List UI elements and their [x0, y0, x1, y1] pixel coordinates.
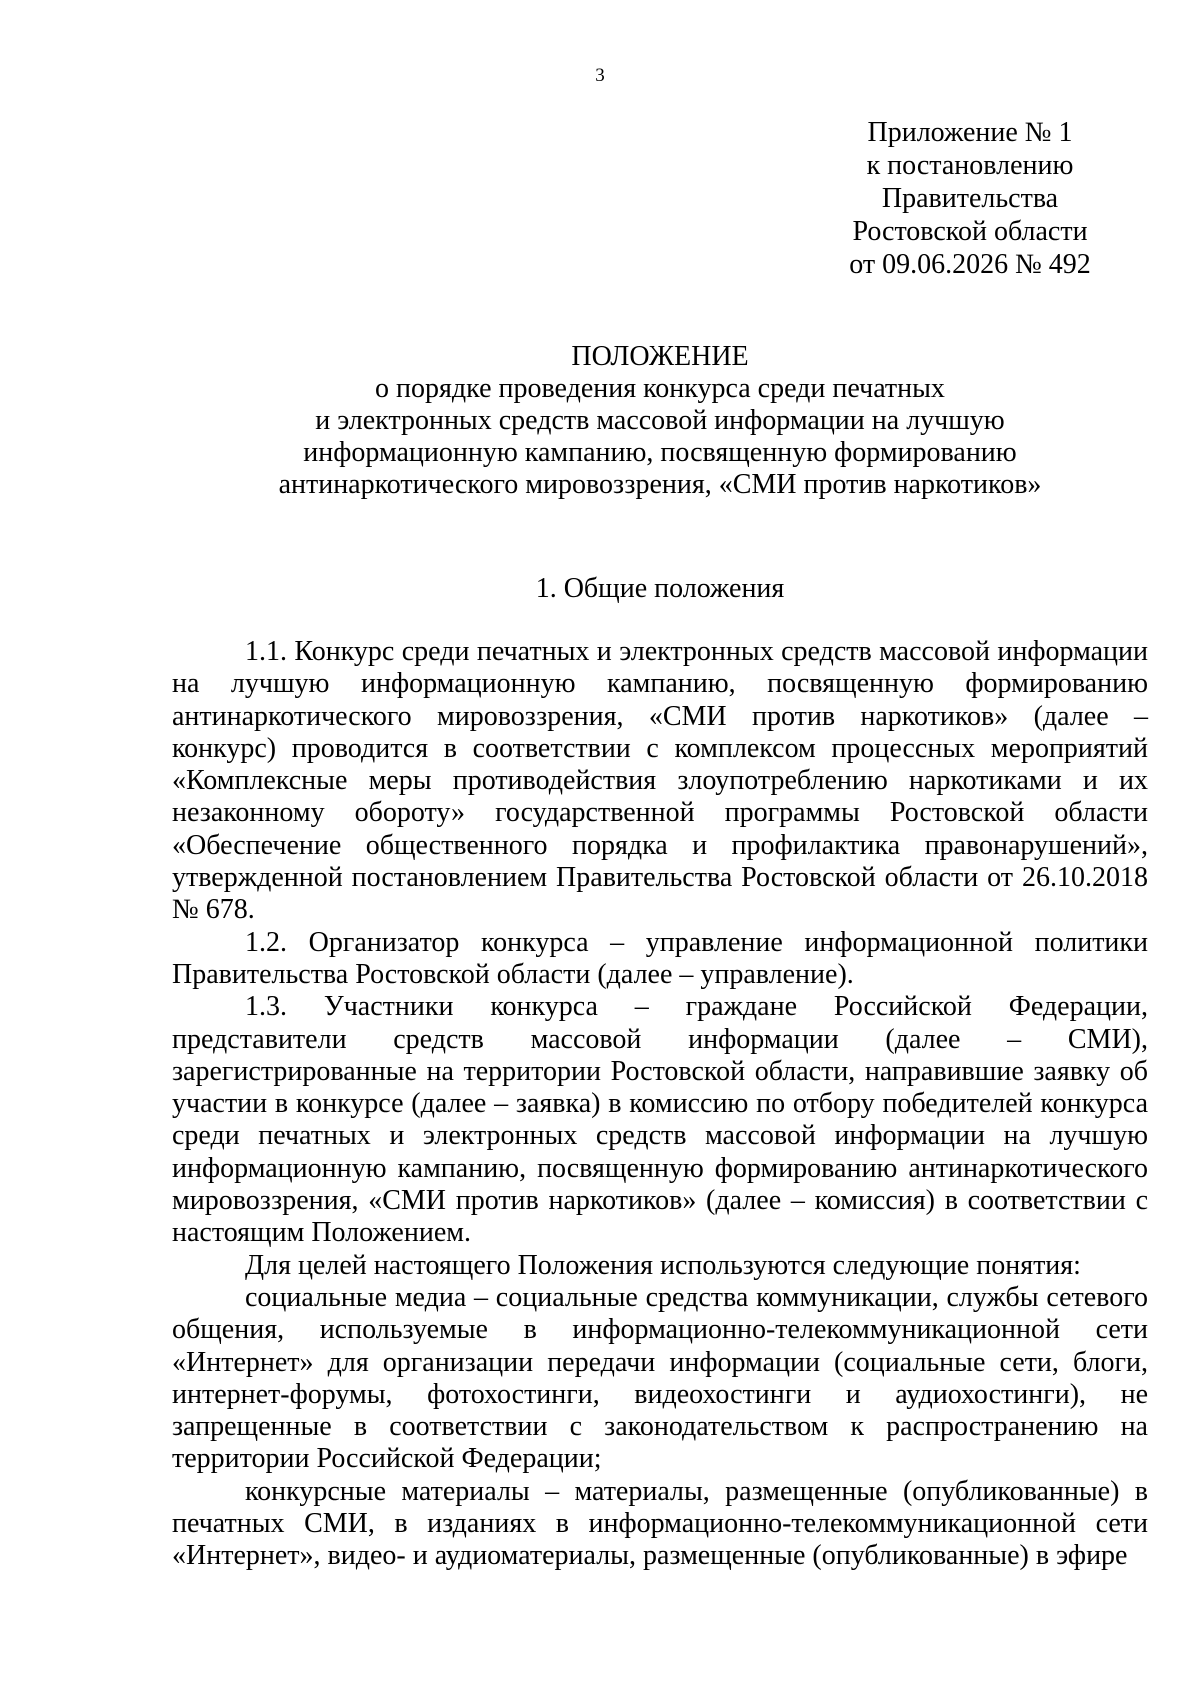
section-body	[172, 636, 1148, 1573]
paragraph: конкурсные материалы – материалы, размещенные (опубликованные) в печатных СМИ, в изданиях в информационно-телекоммуникационной сети «Интернет», видео- и аудиоматериалы, размещенные (опубликованные) в эфире	[172, 1475, 1148, 1572]
appendix-line: от 09.06.2026 № 492	[849, 249, 1091, 280]
title-subtitle-line: о порядке проведения конкурса среди печатных	[375, 373, 945, 404]
paragraph: 1.2. Организатор конкурса – управление информационной политики Правительства Ростовской области (далее – управление).	[172, 926, 1148, 990]
page-number: 3	[595, 65, 605, 86]
title-subtitle-line: информационную кампанию, посвященную формированию	[303, 437, 1017, 468]
paragraph: 1.1. Конкурс среди печатных и электронных средств массовой информации на лучшую информационную кампанию, посвященную формированию антинаркотического мировоззрения, «СМИ против наркотиков» (далее – конкурс) проводится в соответствии с комплексом процессных мероприятий «Комплексные меры противодействия злоупотреблению наркотиками и их незаконному обороту» государственной программы Ростовской области «Обеспечение общественного порядка и профилактика правонарушений», утвержденной постановлением Правительства Ростовской области от 26.10.2018 № 678.	[172, 636, 1148, 926]
paragraph: Для целей настоящего Положения используются следующие понятия:	[245, 1249, 1081, 1281]
appendix-line: Правительства	[881, 183, 1059, 214]
paragraph: социальные медиа – социальные средства коммуникации, службы сетевого общения, используемые в информационно-телекоммуникационной сети «Интернет» для организации передачи информации (социальные сети, блоги, интернет-форумы, фотохостинги, видеохостинги и аудиохостинги), не запрещенные в соответствии с законодательством к распространению на территории Российской Федерации;	[172, 1281, 1148, 1475]
title-subtitle-line: и электронных средств массовой информации на лучшую	[315, 405, 1005, 436]
paragraph: 1.3. Участники конкурса – граждане Российской Федерации, представители средств массовой информации (далее – СМИ), зарегистрированные на территории Ростовской области, направившие заявку об участии в конкурсе (далее – заявка) в комиссию по отбору победителей конкурса среди печатных и электронных средств массовой информации на лучшую информационную кампанию, посвященную формированию антинаркотического мировоззрения, «СМИ против наркотиков» (далее – комиссия) в соответствии с настоящим Положением.	[172, 991, 1148, 1249]
appendix-line: к постановлению	[866, 150, 1074, 181]
appendix-line: Ростовской области	[852, 216, 1088, 247]
appendix-block	[820, 116, 1120, 281]
title-subtitle-line: антинаркотического мировоззрения, «СМИ против наркотиков»	[278, 469, 1042, 500]
title-heading: ПОЛОЖЕНИЕ	[571, 341, 749, 372]
section-heading: 1. Общие положения	[535, 573, 785, 604]
appendix-line: Приложение № 1	[867, 117, 1073, 148]
document-title	[170, 341, 1150, 501]
